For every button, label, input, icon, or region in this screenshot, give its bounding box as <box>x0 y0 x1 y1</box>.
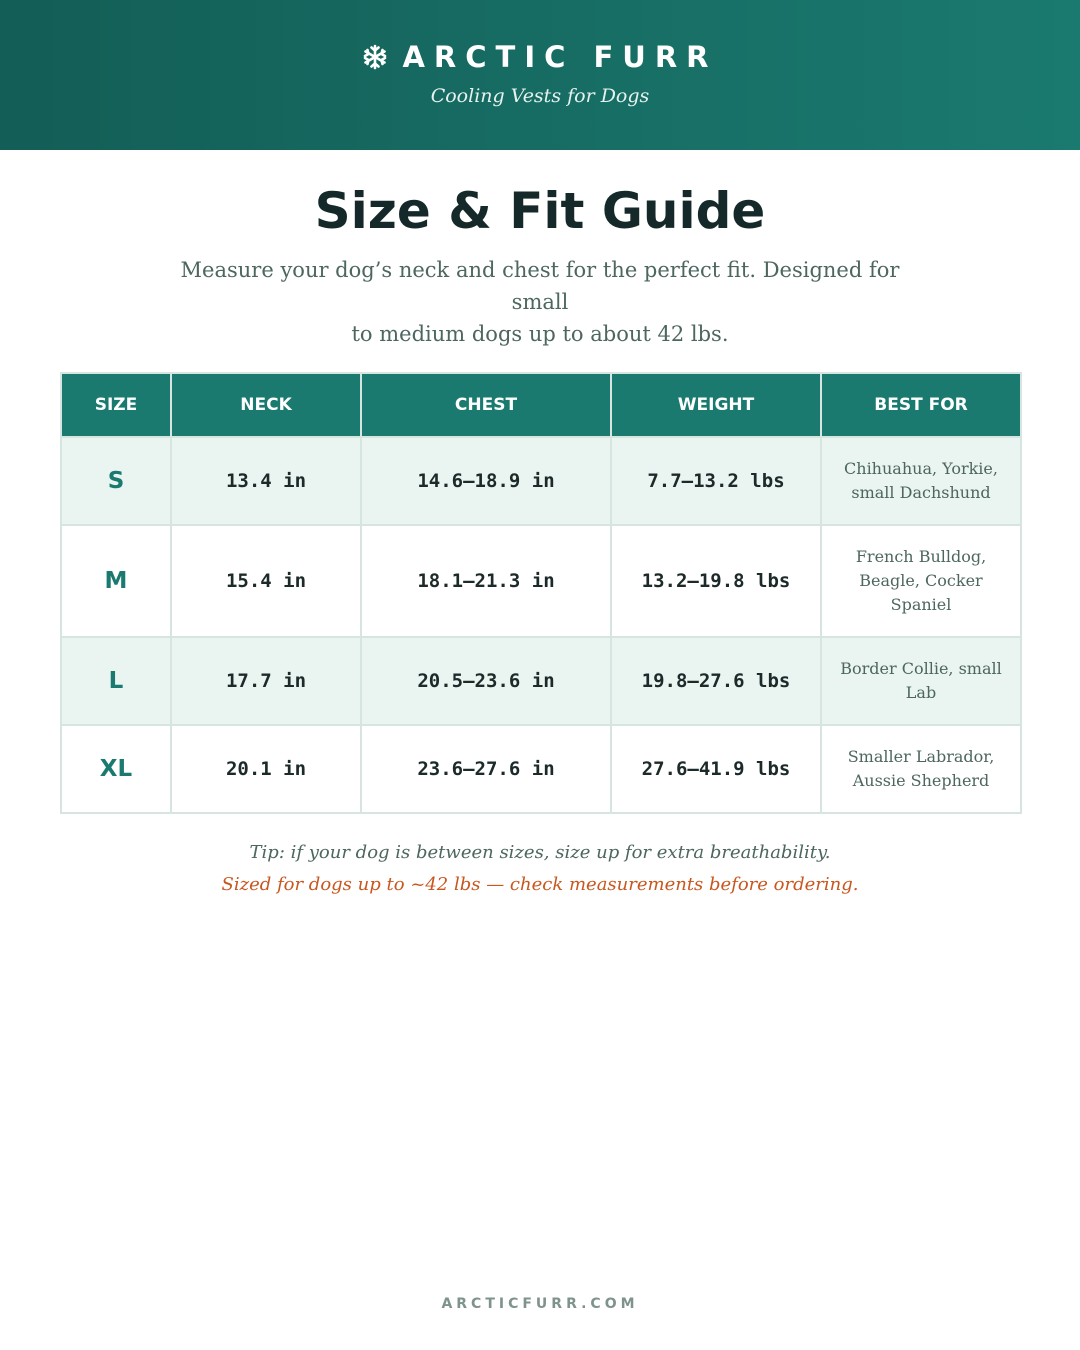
table-row <box>61 437 1021 525</box>
best-for-value: Border Collie, small Lab <box>821 637 1021 725</box>
size-label: L <box>61 637 171 725</box>
brand-header <box>0 0 1080 150</box>
size-label: M <box>61 525 171 637</box>
column-header-best-for: BEST FOR <box>821 373 1021 437</box>
column-header-chest: CHEST <box>361 373 611 437</box>
column-header-neck: NECK <box>171 373 361 437</box>
weight-value: 13.2–19.8 lbs <box>611 525 821 637</box>
best-for-value: Smaller Labrador, Aussie Shepherd <box>821 725 1021 813</box>
weight-value: 27.6–41.9 lbs <box>611 725 821 813</box>
chest-value: 18.1–21.3 in <box>361 525 611 637</box>
intro-line: to medium dogs up to about 42 lbs. <box>351 322 729 346</box>
table-row <box>61 637 1021 725</box>
weight-value: 19.8–27.6 lbs <box>611 637 821 725</box>
size-label: XL <box>61 725 171 813</box>
snowflake-icon <box>362 44 388 70</box>
neck-value: 20.1 in <box>171 725 361 813</box>
chest-value: 23.6–27.6 in <box>361 725 611 813</box>
column-header-weight: WEIGHT <box>611 373 821 437</box>
column-header-size: SIZE <box>61 373 171 437</box>
neck-value: 13.4 in <box>171 437 361 525</box>
intro-line: Measure your dog’s neck and chest for the perfect fit. Designed for small <box>180 258 900 314</box>
neck-value: 15.4 in <box>171 525 361 637</box>
table-header-row <box>61 373 1021 437</box>
brand-tagline: Cooling Vests for Dogs <box>430 85 650 107</box>
sizing-tip: Tip: if your dog is between sizes, size up for extra breathability. <box>249 842 831 863</box>
intro-text <box>150 254 930 350</box>
chest-value: 20.5–23.6 in <box>361 637 611 725</box>
size-chart-table <box>60 372 1022 814</box>
weight-value: 7.7–13.2 lbs <box>611 437 821 525</box>
chest-value: 14.6–18.9 in <box>361 437 611 525</box>
neck-value: 17.7 in <box>171 637 361 725</box>
best-for-value: Chihuahua, Yorkie, small Dachshund <box>821 437 1021 525</box>
footer-website: ARCTICFURR.COM <box>441 1296 639 1312</box>
table-row <box>61 525 1021 637</box>
weight-warning: Sized for dogs up to ~42 lbs — check measurements before ordering. <box>221 874 859 895</box>
page-title: Size & Fit Guide <box>314 182 766 240</box>
brand-row <box>0 40 1080 74</box>
table-row <box>61 725 1021 813</box>
best-for-value: French Bulldog, Beagle, Cocker Spaniel <box>821 525 1021 637</box>
size-label: S <box>61 437 171 525</box>
brand-name: ARCTIC FURR <box>402 40 718 74</box>
